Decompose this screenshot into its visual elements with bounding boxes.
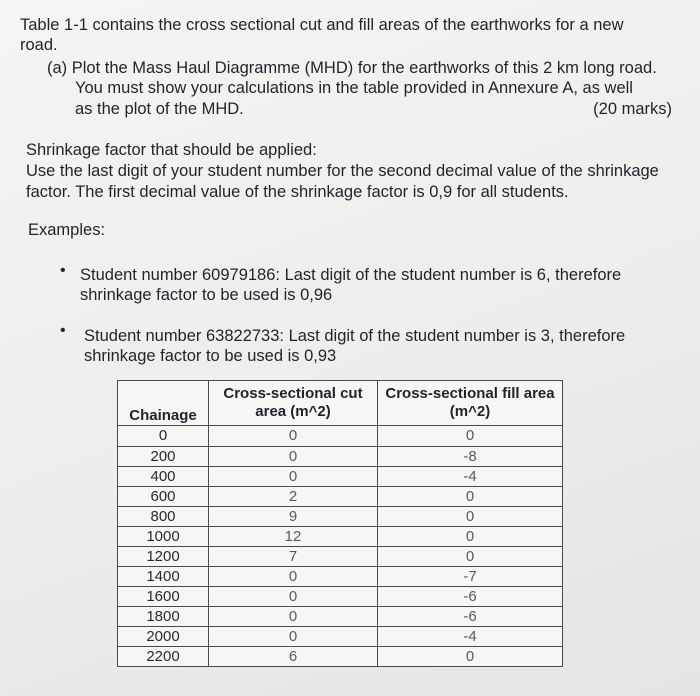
table-row xyxy=(118,547,563,567)
shrinkage-line-3: factor. The first decimal value of the shrinkage factor is 0,9 for all students. xyxy=(26,183,569,201)
table-row xyxy=(118,426,563,447)
table-row xyxy=(118,447,563,467)
table-body xyxy=(118,426,563,667)
chainage-cell: 1800 xyxy=(118,607,209,627)
table-row xyxy=(118,607,563,627)
table-row xyxy=(118,527,563,547)
chainage-cell: 1000 xyxy=(118,527,209,547)
table-row xyxy=(118,507,563,527)
chainage-cell: 800 xyxy=(118,507,209,527)
chainage-cell: 2200 xyxy=(118,647,209,667)
bullet-icon: • xyxy=(60,322,66,339)
table-row xyxy=(118,627,563,647)
question-a-line-1: (a) Plot the Mass Haul Diagramme (MHD) for the earthworks of this 2 km long road. xyxy=(47,59,657,77)
chainage-cell: 0 xyxy=(118,426,209,447)
marks-label: (20 marks) xyxy=(593,100,672,118)
fill-area-cell: 0 xyxy=(378,527,563,547)
shrinkage-heading: Shrinkage factor that should be applied: xyxy=(26,141,317,159)
table-row xyxy=(118,647,563,667)
cut-area-cell: 6 xyxy=(209,647,378,667)
chainage-cell: 1600 xyxy=(118,587,209,607)
example-2-line-2: shrinkage factor to be used is 0,93 xyxy=(84,347,337,365)
chainage-cell: 2000 xyxy=(118,627,209,647)
example-2-line-1: Student number 63822733: Last digit of the student number is 3, therefore xyxy=(84,327,626,345)
fill-area-cell: 0 xyxy=(378,507,563,527)
example-1-line-1: Student number 60979186: Last digit of the student number is 6, therefore xyxy=(80,266,622,284)
cut-area-cell: 0 xyxy=(209,607,378,627)
intro-line-2: road. xyxy=(20,36,58,54)
fill-area-header: Cross-sectional fill area (m^2) xyxy=(378,381,563,426)
cut-area-cell: 2 xyxy=(209,487,378,507)
examples-heading: Examples: xyxy=(28,221,106,239)
fill-area-cell: -6 xyxy=(378,607,563,627)
table-row xyxy=(118,587,563,607)
fill-area-cell: -8 xyxy=(378,447,563,467)
chainage-header: Chainage xyxy=(118,381,209,426)
table-row xyxy=(118,567,563,587)
question-a-line-3: as the plot of the MHD. xyxy=(75,100,244,118)
cut-area-cell: 9 xyxy=(209,507,378,527)
example-1-line-2: shrinkage factor to be used is 0,96 xyxy=(80,286,333,304)
chainage-cell: 1400 xyxy=(118,567,209,587)
fill-area-cell: 0 xyxy=(378,487,563,507)
cut-area-cell: 0 xyxy=(209,426,378,447)
cut-area-cell: 0 xyxy=(209,627,378,647)
fill-area-cell: 0 xyxy=(378,647,563,667)
fill-area-cell: -4 xyxy=(378,627,563,647)
fill-area-cell: 0 xyxy=(378,426,563,447)
fill-area-cell: -6 xyxy=(378,587,563,607)
cut-area-cell: 0 xyxy=(209,467,378,487)
cut-area-cell: 12 xyxy=(209,527,378,547)
chainage-cell: 400 xyxy=(118,467,209,487)
chainage-cell: 200 xyxy=(118,447,209,467)
shrinkage-line-2: Use the last digit of your student number for the second decimal value of the shrinkage xyxy=(26,162,659,180)
cut-area-cell: 7 xyxy=(209,547,378,567)
table-header-row xyxy=(118,381,563,426)
fill-area-cell: -7 xyxy=(378,567,563,587)
table-row xyxy=(118,467,563,487)
cut-area-cell: 0 xyxy=(209,447,378,467)
earthworks-table xyxy=(117,380,563,667)
cut-area-cell: 0 xyxy=(209,587,378,607)
question-a-line-2: You must show your calculations in the table provided in Annexure A, as well xyxy=(75,79,633,97)
chainage-cell: 600 xyxy=(118,487,209,507)
cut-area-cell: 0 xyxy=(209,567,378,587)
cut-area-header: Cross-sectional cut area (m^2) xyxy=(209,381,378,426)
table-row xyxy=(118,487,563,507)
intro-line-1: Table 1-1 contains the cross sectional cut and fill areas of the earthworks for a new xyxy=(20,16,624,34)
bullet-icon: • xyxy=(60,262,66,279)
chainage-cell: 1200 xyxy=(118,547,209,567)
fill-area-cell: 0 xyxy=(378,547,563,567)
fill-area-cell: -4 xyxy=(378,467,563,487)
